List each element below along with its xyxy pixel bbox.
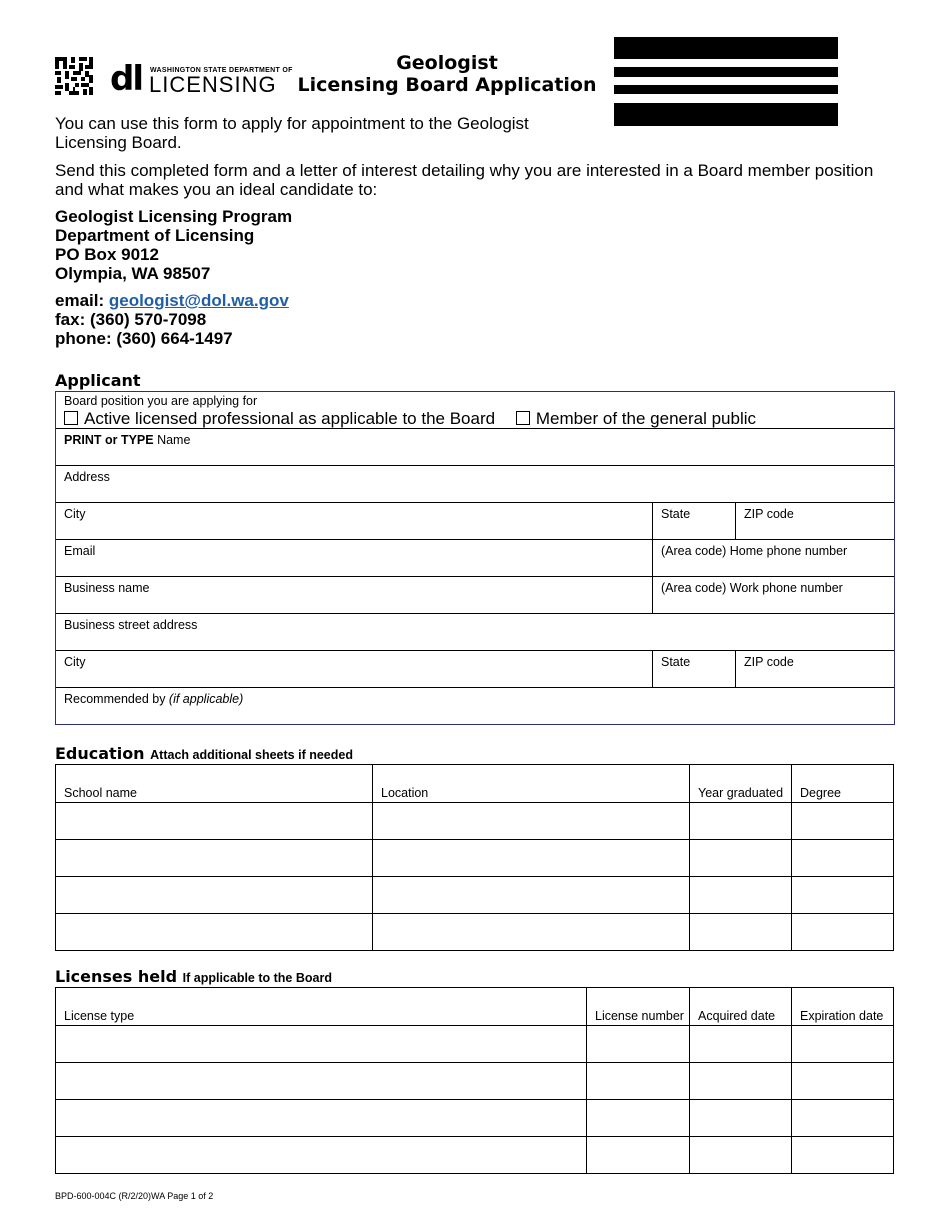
acquired-date-cell[interactable]: [690, 1063, 792, 1100]
year-cell[interactable]: [690, 914, 792, 951]
license-type-cell[interactable]: [56, 1063, 587, 1100]
license-type-cell[interactable]: [56, 1137, 587, 1174]
form-title: [288, 52, 606, 96]
board-position-row: [56, 392, 894, 429]
email-field[interactable]: [56, 540, 652, 576]
title-line-1: Geologist: [396, 52, 498, 74]
general-public-checkbox[interactable]: [516, 411, 530, 425]
table-row: [56, 840, 894, 877]
business-name-label: Business name: [64, 581, 150, 595]
licenses-title: Licenses held: [55, 967, 178, 986]
board-position-options: [64, 409, 756, 429]
state-field[interactable]: [652, 503, 736, 539]
print-type-label: PRINT or TYPE: [64, 433, 154, 447]
phone-number: phone: (360) 664-1497: [55, 329, 233, 348]
location-cell[interactable]: [373, 803, 690, 840]
education-header-row: [56, 765, 894, 803]
zip-field[interactable]: [735, 503, 894, 539]
address-line-3: PO Box 9012: [55, 245, 159, 264]
location-cell[interactable]: [373, 914, 690, 951]
email-label: email:: [55, 291, 109, 310]
business-address-field[interactable]: [56, 614, 894, 651]
col-acquired-date: Acquired date: [690, 988, 792, 1026]
work-phone-label: (Area code) Work phone number: [661, 581, 843, 595]
location-cell[interactable]: [373, 840, 690, 877]
address-label: Address: [64, 470, 110, 484]
zip-label: ZIP code: [744, 507, 794, 521]
intro-paragraph-1: You can use this form to apply for appointment to the Geologist Licensing Board.: [55, 114, 529, 152]
address-line-2: Department of Licensing: [55, 226, 255, 245]
year-cell[interactable]: [690, 803, 792, 840]
address-line-4: Olympia, WA 98507: [55, 264, 211, 283]
email-field-label: Email: [64, 544, 96, 558]
email-phone-row: [56, 540, 894, 577]
fax-number: fax: (360) 570-7098: [55, 310, 207, 329]
degree-cell[interactable]: [792, 877, 894, 914]
table-row: [56, 914, 894, 951]
col-degree: Degree: [792, 765, 894, 803]
licenses-table: [55, 987, 894, 1174]
form-footer: BPD-600-004C (R/2/20)WA Page 1 of 2: [55, 1191, 214, 1201]
state-label: State: [661, 507, 691, 521]
title-line-2: Licensing Board Application: [297, 74, 597, 96]
business-state-label: State: [661, 655, 691, 669]
acquired-date-cell[interactable]: [690, 1026, 792, 1063]
col-license-number: License number: [587, 988, 690, 1026]
license-type-cell[interactable]: [56, 1100, 587, 1137]
business-city-state-zip-row: [56, 651, 894, 688]
name-label: Name: [153, 433, 191, 447]
intro-paragraph-2: Send this completed form and a letter of interest detailing why you are interested in a Board member position and what makes you an ideal candidate to:: [55, 161, 874, 199]
contact-info: [55, 291, 289, 348]
home-phone-label: (Area code) Home phone number: [661, 544, 848, 558]
degree-cell[interactable]: [792, 914, 894, 951]
address-line-1: Geologist Licensing Program: [55, 207, 293, 226]
licenses-subtitle: If applicable to the Board: [182, 971, 332, 985]
expiration-date-cell[interactable]: [792, 1137, 894, 1174]
name-field[interactable]: [56, 429, 894, 466]
licenses-heading: [55, 967, 332, 986]
logo-state-department: WASHINGTON STATE DEPARTMENT OF: [150, 67, 293, 74]
table-row: [56, 877, 894, 914]
table-row: [56, 1063, 894, 1100]
location-cell[interactable]: [373, 877, 690, 914]
business-zip-field[interactable]: [735, 651, 894, 687]
year-cell[interactable]: [690, 840, 792, 877]
business-city-field[interactable]: [56, 651, 652, 687]
col-school-name: School name: [56, 765, 373, 803]
qr-code: [55, 57, 93, 95]
business-zip-label: ZIP code: [744, 655, 794, 669]
business-city-label: City: [64, 655, 86, 669]
business-row: [56, 577, 894, 614]
license-type-cell[interactable]: [56, 1026, 587, 1063]
table-row: [56, 1026, 894, 1063]
col-location: Location: [373, 765, 690, 803]
school-name-cell[interactable]: [56, 877, 373, 914]
school-name-cell[interactable]: [56, 840, 373, 877]
active-licensed-label: Active licensed professional as applicable to the Board: [84, 409, 496, 428]
business-address-label: Business street address: [64, 618, 198, 632]
business-state-field[interactable]: [652, 651, 736, 687]
school-name-cell[interactable]: [56, 803, 373, 840]
general-public-label: Member of the general public: [535, 409, 757, 428]
licenses-header-row: [56, 988, 894, 1026]
license-number-cell[interactable]: [587, 1137, 690, 1174]
education-heading: [55, 744, 353, 763]
acquired-date-cell[interactable]: [690, 1100, 792, 1137]
work-phone-field[interactable]: [652, 577, 894, 613]
school-name-cell[interactable]: [56, 914, 373, 951]
acquired-date-cell[interactable]: [690, 1137, 792, 1174]
active-licensed-checkbox[interactable]: [64, 411, 78, 425]
expiration-date-cell[interactable]: [792, 1063, 894, 1100]
mailing-address: [55, 207, 292, 283]
education-table: [55, 764, 894, 951]
degree-cell[interactable]: [792, 803, 894, 840]
year-cell[interactable]: [690, 877, 792, 914]
redacted-barcode: [614, 37, 838, 126]
col-expiration-date: Expiration date: [792, 988, 894, 1026]
col-year-graduated: Year graduated: [690, 765, 792, 803]
board-position-label: Board position you are applying for: [64, 394, 258, 408]
recommended-label: Recommended by: [64, 692, 169, 706]
table-row: [56, 1137, 894, 1174]
dol-logo: [110, 59, 293, 99]
expiration-date-cell[interactable]: [792, 1026, 894, 1063]
city-state-zip-row: [56, 503, 894, 540]
business-name-field[interactable]: [56, 577, 652, 613]
logo-licensing: LICENSING: [149, 72, 277, 97]
degree-cell[interactable]: [792, 840, 894, 877]
col-license-type: License type: [56, 988, 587, 1026]
license-number-cell[interactable]: [587, 1026, 690, 1063]
address-field[interactable]: [56, 466, 894, 503]
education-subtitle: Attach additional sheets if needed: [150, 748, 353, 762]
education-title: Education: [55, 744, 145, 763]
applicant-form: [55, 391, 895, 725]
recommended-by-field[interactable]: [56, 688, 894, 724]
table-row: [56, 803, 894, 840]
email-link[interactable]: geologist@dol.wa.gov: [108, 291, 289, 310]
dl-monogram: dl: [110, 59, 142, 99]
table-row: [56, 1100, 894, 1137]
license-number-cell[interactable]: [587, 1063, 690, 1100]
recommended-note: (if applicable): [168, 692, 244, 706]
home-phone-field[interactable]: [652, 540, 894, 576]
city-field[interactable]: [56, 503, 652, 539]
expiration-date-cell[interactable]: [792, 1100, 894, 1137]
applicant-heading: Applicant: [55, 371, 141, 390]
city-label: City: [64, 507, 86, 521]
license-number-cell[interactable]: [587, 1100, 690, 1137]
